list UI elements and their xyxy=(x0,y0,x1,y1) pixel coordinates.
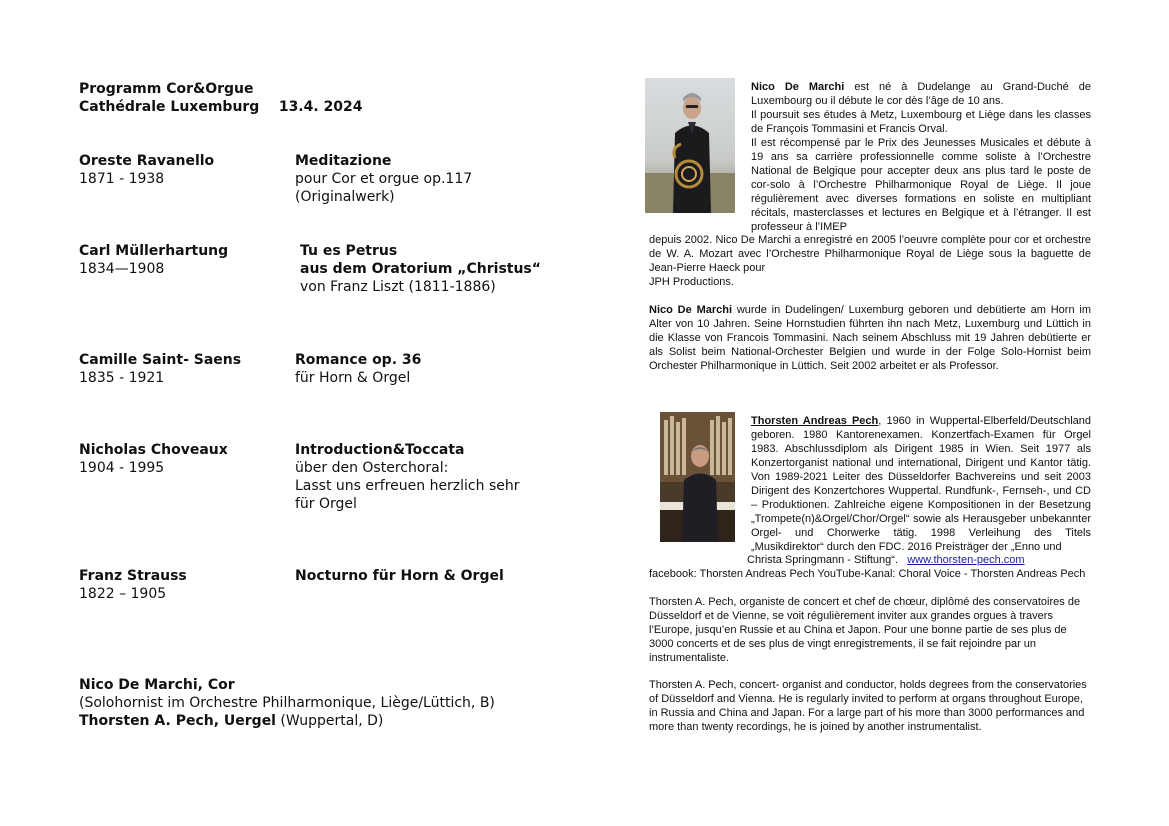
piece-title: Meditazione xyxy=(295,153,392,169)
piece-detail: für Horn & Orgel xyxy=(295,370,411,386)
piece-title: Tu es Petrus xyxy=(300,243,398,259)
composer-name: Nicholas Choveaux xyxy=(79,442,228,458)
composer-dates: 1834—1908 xyxy=(79,261,165,277)
piece-detail: pour Cor et orgue op.117 xyxy=(295,171,473,187)
bio-thorsten-name: Thorsten Andreas Pech xyxy=(751,415,879,427)
composer-dates: 1835 - 1921 xyxy=(79,370,165,386)
performer-organ-place: (Wuppertal, D) xyxy=(275,713,384,729)
bio-nico-fr-line: est né à Dudelange au Grand-Duché de Luxembourg ou il débute le cor dès l’âge de 10 ans. xyxy=(751,81,1092,107)
composer-name: Camille Saint- Saens xyxy=(79,352,242,368)
bio-thorsten-de-last xyxy=(747,553,1025,567)
piece-detail: über den Osterchoral: xyxy=(295,460,449,476)
piece-title: Introduction&Toccata xyxy=(295,442,465,458)
performer-horn: Nico De Marchi, Cor xyxy=(79,677,235,693)
performer-organ xyxy=(79,712,383,730)
piece-subtitle: aus dem Oratorium „Christus“ xyxy=(300,261,541,277)
bio-nico-fr-line: Il est récompensé par le Prix des Jeunesses Musicales et débute à 19 ans sa carrière professionnelle comme soliste à l’Orchestre National de Belgique pour accepter deux ans plus tard le poste de cor-solo à l’Orchestre Philharmonique Royal de Liège. Il joue régulièrement avec diverses formations en soliste en multipliant récitals, masterclasses et lectures en Belgique et à l’étranger. Il est professeur à l’IMEP xyxy=(751,137,1091,233)
organist-photo xyxy=(660,412,735,542)
piece-detail: für Orgel xyxy=(295,496,357,512)
bio-nico-fr-continued xyxy=(649,233,1091,289)
bio-thorsten-de xyxy=(751,414,1091,554)
bio-nico-de-name: Nico De Marchi xyxy=(649,304,733,316)
piece-title: Romance op. 36 xyxy=(295,352,422,368)
piece-title: Nocturno für Horn & Orgel xyxy=(295,568,504,584)
bio-thorsten-fr: Thorsten A. Pech, organiste de concert et chef de chœur, diplômé des conservatoires de Düsseldorf et de Vienne, se voit régulièrement inviter aux grandes orgues à travers l’Europe, jusqu’en Russie et au China et Japon. Pour une bonne partie de ses plus de 3000 concerts et de ses plus de vingt enregistrements, il se fait rejoindre par un instrumentaliste. xyxy=(649,596,1081,664)
bio-thorsten-de-text: , 1960 in Wuppertal-Elberfeld/Deutschland geboren. 1980 Kantorenexamen. Konzertfach-Examen für Orgel 1983. Abschlussdiplom als Dirigent 1985 in Wien. Seit 1977 als Konzertorganist national und international, Dirigent und Kantor tätig. Von 1989-2021 Leiter des Düsseldorfer Bachvereins und seit 2003 Dirigent des Konzertchores Wuppertal. Rundfunk-, Fernseh-, und CD – Produktionen. Zahlreiche eigene Kompositionen in der Besetzung „Trompete(n)&Orgel/Chor/Orgel“ sowie als Herausgeber unbekannter Orgel- und Chorwerke tätig. 1998 Verleihung des Titels „Musikdirektor“ durch den FDC. 2016 Preisträger der „Enno und xyxy=(751,415,1091,553)
bio-nico-fr-cont: depuis 2002. Nico De Marchi a enregistré en 2005 l’oeuvre complète pour cor et orchestre de W. A. Mozart avec l’Orchestre Philharmonique Royal de Liège sous la baguette de Jean-Pierre Haeck pour xyxy=(649,234,1091,274)
program-venue-date: Cathédrale Luxemburg 13.4. 2024 xyxy=(79,99,363,115)
program-title: Programm Cor&Orgue xyxy=(79,81,254,97)
bio-nico-fr xyxy=(751,80,1091,234)
piece-detail: Lasst uns erfreuen herzlich sehr xyxy=(295,478,520,494)
composer-name: Carl Müllerhartung xyxy=(79,243,229,259)
bio-nico-de-text: wurde in Dudelingen/ Luxemburg geboren und debütierte am Horn im Alter von 10 Jahren. Seine Hornstudien führten ihn nach Metz, Luxemburg und Lüttich in die Klasse von Francois Tommasini. Nach seinem Abschluss mit 19 Jahren debütierte er als Solist beim National-Orchester Belgien und wurde in der Folge Solo-Hornist beim Orchester Philharmonique in Lüttich. Seit 2002 arbeitet er als Professor. xyxy=(649,304,1091,372)
composer-dates: 1822 – 1905 xyxy=(79,586,167,602)
composer-dates: 1904 - 1995 xyxy=(79,460,165,476)
bio-thorsten-de-last-text: Christa Springmann - Stiftung“. xyxy=(747,554,899,566)
composer-name: Franz Strauss xyxy=(79,568,187,584)
performer-horn-role: (Solohornist im Orchestre Philharmonique, Liège/Lüttich, B) xyxy=(79,695,495,711)
piece-detail: (Originalwerk) xyxy=(295,189,395,205)
bio-nico-name: Nico De Marchi xyxy=(751,81,845,93)
composer-dates: 1871 - 1938 xyxy=(79,171,165,187)
performer-organ-name: Thorsten A. Pech, Uergel xyxy=(79,713,276,729)
bio-thorsten-social: facebook: Thorsten Andreas Pech YouTube-Kanal: Choral Voice - Thorsten Andreas Pech xyxy=(649,568,1086,580)
bio-thorsten-en: Thorsten A. Pech, concert- organist and conductor, holds degrees from the conservatories of Düsseldorf and Vienna. He is regularly invited to perform at organs throughout Europe, in Russia and China and Japan. For a large part of his more than 3000 performances and more than twenty recordings, he is joined by another instrumentalist. xyxy=(649,679,1087,733)
bio-nico-de xyxy=(649,303,1091,373)
piece-detail: von Franz Liszt (1811-1886) xyxy=(300,279,496,295)
website-link[interactable]: www.thorsten-pech.com xyxy=(907,554,1025,566)
horn-player-photo xyxy=(645,78,735,213)
bio-nico-fr-line: Il poursuit ses études à Metz, Luxembourg et Liège dans les classes de François Tommasini et Francis Orval. xyxy=(751,109,1091,135)
composer-name: Oreste Ravanello xyxy=(79,153,215,169)
bio-nico-fr-cont2: JPH Productions. xyxy=(649,276,734,288)
